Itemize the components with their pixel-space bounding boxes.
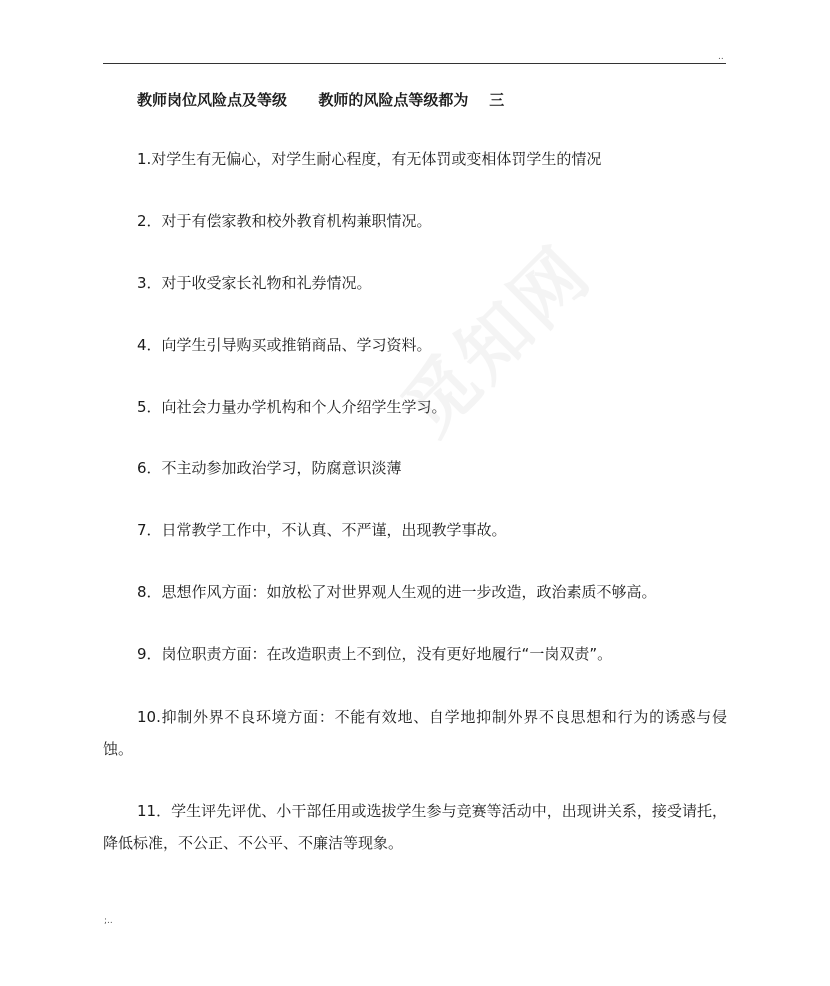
list-item-3: 3．对于收受家长礼物和礼券情况。 xyxy=(137,274,372,292)
list-item-8: 8．思想作风方面：如放松了对世界观人生观的进一步改造，政治素质不够高。 xyxy=(137,583,657,601)
list-item-4: 4．向学生引导购买或推销商品、学习资料。 xyxy=(137,336,432,354)
list-item-9: 9．岗位职责方面：在改造职责上不到位，没有更好地履行“一岗双责”。 xyxy=(137,645,613,663)
watermark: 觅知网 xyxy=(386,230,607,451)
list-item-1: 1.对学生有无偏心，对学生耐心程度，有无体罚或变相体罚学生的情况 xyxy=(137,150,602,168)
list-item-11: 11．学生评先评优、小干部任用或选拔学生参与竞赛等活动中，出现讲关系，接受请托，降低标准，不公正、不公平、不廉洁等现象。 xyxy=(103,802,727,852)
footer-mark: ;.. xyxy=(104,916,113,926)
document-title: 教师岗位风险点及等级 教师的风险点等级都为 三 xyxy=(137,91,505,109)
header-rule xyxy=(103,63,726,64)
list-item-10: 10.抑制外界不良环境方面：不能有效地、自学地抑制外界不良思想和行为的诱惑与侵蚀。 xyxy=(103,708,727,758)
list-item-5: 5．向社会力量办学机构和个人介绍学生学习。 xyxy=(137,398,447,416)
list-item-6: 6．不主动参加政治学习，防腐意识淡薄 xyxy=(137,459,402,477)
header-mark: .. xyxy=(718,52,724,62)
list-item-2: 2．对于有偿家教和校外教育机构兼职情况。 xyxy=(137,212,432,230)
list-item-7: 7．日常教学工作中，不认真、不严谨，出现教学事故。 xyxy=(137,521,507,539)
